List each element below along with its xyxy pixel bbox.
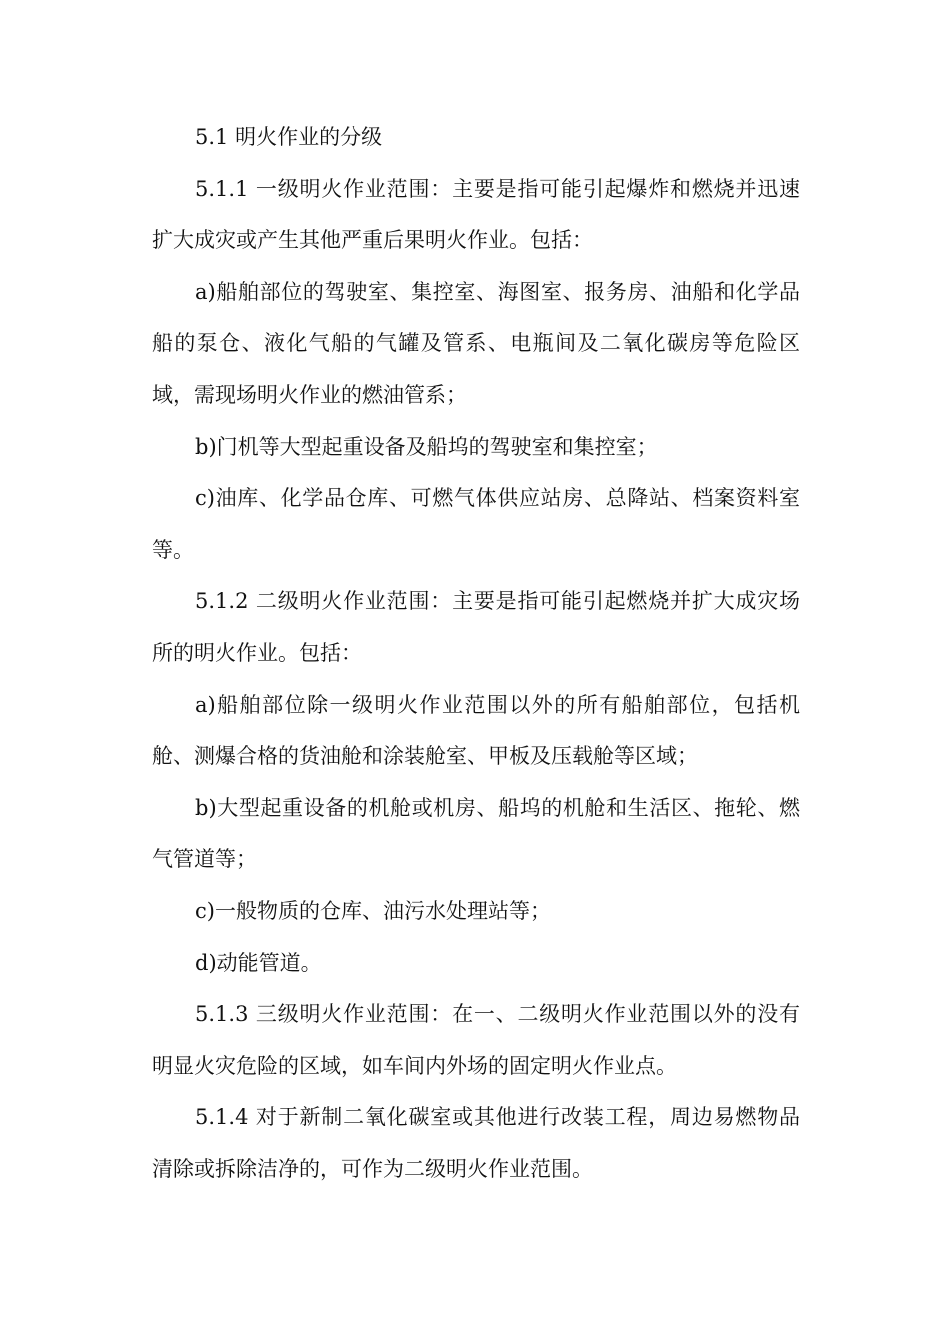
list-item-5-1-2-c: c)一般物质的仓库、油污水处理站等； xyxy=(195,898,551,923)
document-body xyxy=(152,112,800,1195)
paragraph-5-1-4: 5.1.4 对于新制二氧化碳室或其他进行改装工程，周边易燃物品清除或拆除洁净的，可作为二级明火作业范围。 xyxy=(152,1105,800,1181)
paragraph-5-1-1: 5.1.1 一级明火作业范围：主要是指可能引起爆炸和燃烧并迅速扩大成灾或产生其他严重后果明火作业。包括： xyxy=(152,176,800,253)
list-item-5-1-2-a: a)船舶部位除一级明火作业范围以外的所有船舶部位，包括机舱、测爆合格的货油舱和涂装舱室、甲板及压载舱等区域； xyxy=(152,692,800,769)
list-item-5-1-1-b: b)门机等大型起重设备及船坞的驾驶室和集控室； xyxy=(195,434,658,459)
section-heading-5-1: 5.1 明火作业的分级 xyxy=(195,125,383,149)
list-item-5-1-2-b: b)大型起重设备的机舱或机房、船坞的机舱和生活区、拖轮、燃气管道等； xyxy=(152,795,800,872)
list-item-5-1-1-c: c)油库、化学品仓库、可燃气体供应站房、总降站、档案资料室等。 xyxy=(152,486,800,562)
list-item-5-1-1-a: a)船舶部位的驾驶室、集控室、海图室、报务房、油船和化学品船的泵仓、液化气船的气罐及管系、电瓶间及二氧化碳房等危险区域，需现场明火作业的燃油管系； xyxy=(152,279,800,407)
paragraph-5-1-3: 5.1.3 三级明火作业范围：在一、二级明火作业范围以外的没有明显火灾危险的区域，如车间内外场的固定明火作业点。 xyxy=(152,1002,800,1078)
paragraph-5-1-2: 5.1.2 二级明火作业范围：主要是指可能引起燃烧并扩大成灾场所的明火作业。包括： xyxy=(152,589,800,665)
list-item-5-1-2-d: d)动能管道。 xyxy=(195,950,322,975)
